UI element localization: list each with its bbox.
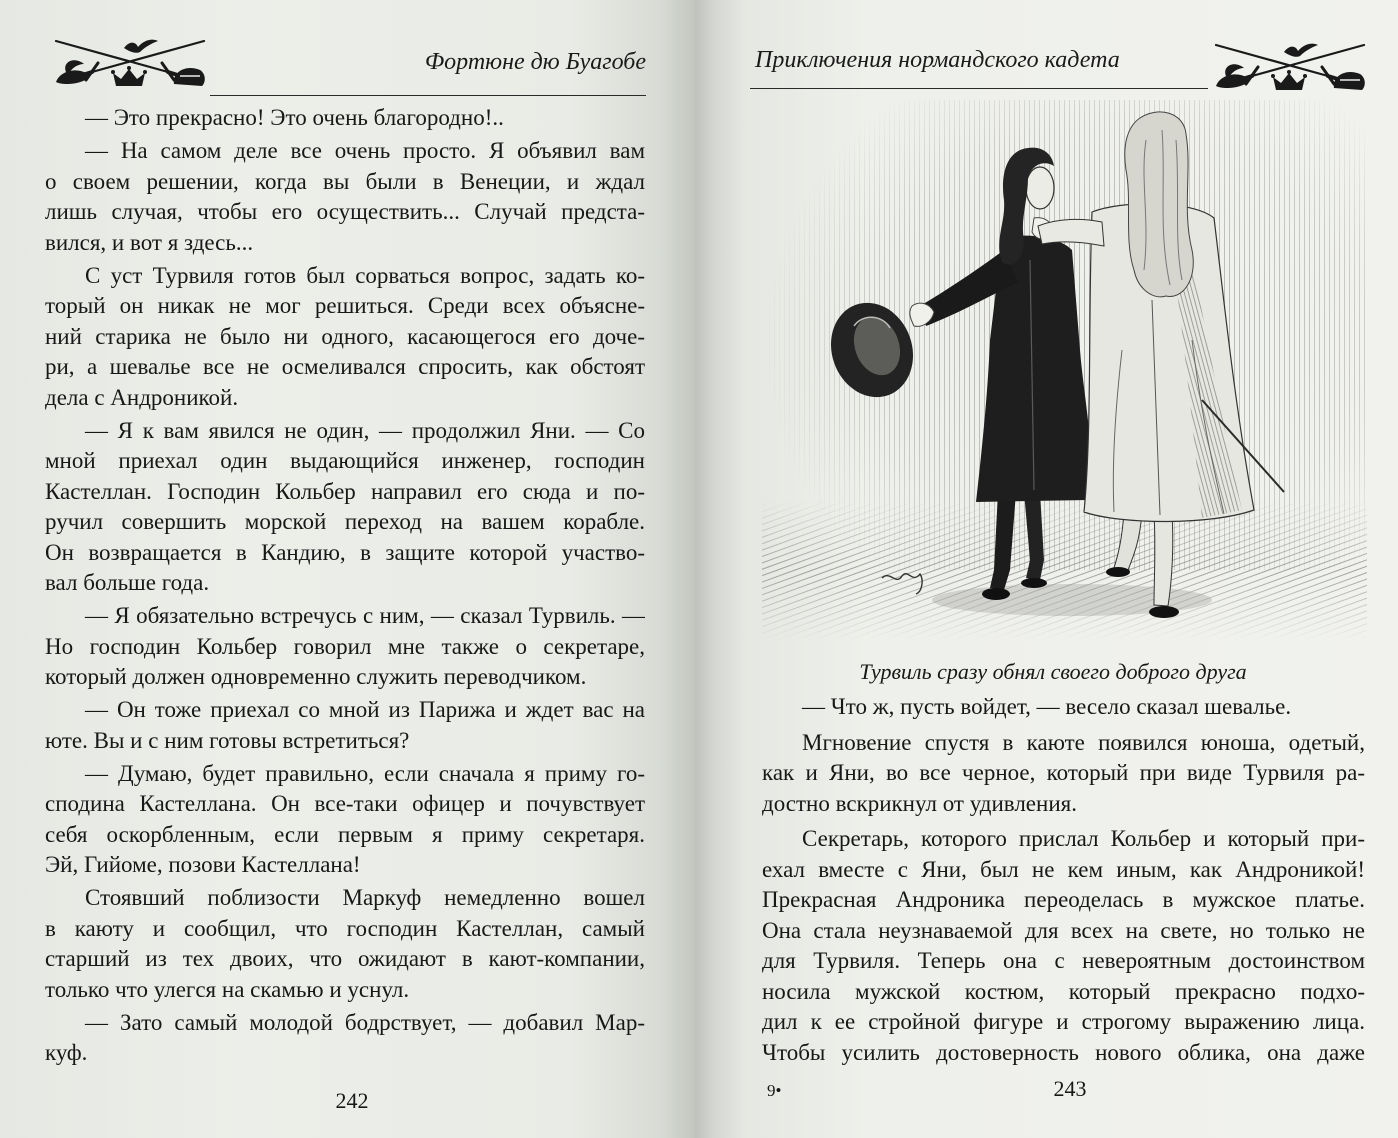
text-line: мной приехал один выдающийся инженер, господин (45, 448, 645, 473)
header-rule (210, 95, 646, 96)
text-line: о своем решении, когда вы были в Венеции, и ждал (45, 168, 645, 194)
text-line: Кастеллан. Господин Кольбер направил его сюда и по- (45, 478, 645, 504)
text-line: вился, и вот я здесь... (45, 229, 254, 255)
text-line: только что улегся на скамью и уснул. (45, 976, 410, 1002)
text-line: лишь случая, чтобы его осуществить... Случай предста- (45, 199, 645, 224)
paragraph (762, 728, 1365, 820)
page-number: 243 (1053, 1076, 1087, 1101)
text-line: как и Яни, во все черное, который при виде Турвиля ра- (762, 760, 1365, 785)
text-line: для Турвиля. Теперь она с невероятным достоинством (762, 948, 1365, 973)
paragraph (45, 261, 645, 414)
crossed-swords-icon-graphic (50, 32, 210, 90)
text-line: — На самом деле все очень просто. Я объявил вам (85, 138, 645, 163)
text-line: ехал вместе с Яни, был не кем иным, как Андроникой! (762, 856, 1365, 882)
body-text (45, 103, 645, 1069)
text-line: Мгновение спустя в каюте появился юноша, одетый, (802, 729, 1365, 755)
running-head-author: Фортюне дю Буагобе (424, 49, 646, 75)
text-line: в каюту и сообщил, что господин Кастеллан, самый (45, 915, 645, 941)
left-page (0, 0, 695, 1138)
text-line: Но господин Кольбер говорил мне также о секретаре, (45, 633, 645, 659)
text-line: сподина Кастеллана. Он все-таки офицер и почувствует (45, 791, 645, 816)
right-page (695, 0, 1398, 1138)
paragraph (45, 136, 645, 258)
paragraph (762, 692, 1365, 723)
paragraph (45, 759, 645, 881)
text-line: ручил совершить морской переход на вашем корабле. (45, 509, 645, 534)
text-line: дил к ее стройной фигуре и строгому выражению лица. (762, 1009, 1365, 1034)
paragraph (45, 1008, 645, 1069)
text-line: Она стала неузнаваемой для всех на свете, но только не (762, 917, 1365, 943)
text-line: достно вскрикнул от удивления. (762, 790, 1077, 816)
body-text (762, 692, 1365, 1068)
text-line: себя оскорбленным, если первым я приму секретаря. (45, 821, 645, 847)
text-line: носила мужской костюм, который прекрасно подхо- (762, 978, 1365, 1004)
text-line: Он возвращается в Кандию, в защите которой участво- (45, 539, 645, 565)
text-line: ри, а шевалье все не осмеливался спросить, как обстоят (45, 354, 645, 379)
text-line: дела с Андроникой. (45, 384, 239, 410)
text-line: — Зато самый молодой бодрствует, — добавил Мар- (85, 1009, 645, 1035)
text-line: старший из тех двоих, что ожидают в кают-компании, (45, 946, 645, 971)
illustration (762, 100, 1367, 640)
illustration-caption: Турвиль сразу обнял своего доброго друга (859, 659, 1247, 684)
paragraph (45, 695, 645, 756)
text-line: Секретарь, которого прислал Кольбер и который при- (802, 826, 1365, 851)
text-line: Прекрасная Андроника переоделась в мужское платье. (762, 887, 1365, 912)
crossed-swords-icon (50, 32, 210, 90)
printer-signature-mark: 9• (767, 1081, 782, 1100)
text-line: — Это прекрасно! Это очень благородно!.. (85, 105, 504, 130)
text-line: Эй, Гийоме, позови Кастеллана! (45, 852, 361, 877)
page-number: 242 (335, 1088, 369, 1113)
paragraph (762, 824, 1365, 1068)
text-line: юте. Вы и с ним готовы встретиться? (45, 727, 410, 753)
text-line: — Он тоже приехал со мной из Парижа и ждет вас на (85, 697, 645, 722)
text-line: — Думаю, будет правильно, если сначала я приму го- (85, 760, 645, 786)
running-head-title: Приключения нормандского кадета (755, 47, 1120, 73)
paragraph (45, 416, 645, 599)
engraving (762, 100, 1367, 640)
text-line: — Что ж, пусть войдет, — весело сказал шевалье. (802, 694, 1292, 719)
crossed-swords-icon (1210, 36, 1370, 94)
text-line: торый он никак не мог решиться. Среди всех объясне- (45, 293, 645, 318)
text-line: С уст Турвиля готов был сорваться вопрос, задать ко- (85, 262, 645, 288)
text-line: куф. (45, 1040, 88, 1065)
crossed-swords-icon-graphic (1210, 36, 1370, 94)
text-line: Стоявший поблизости Маркуф немедленно вошел (85, 885, 645, 910)
text-line: ний старика не было ни одного, касающегося его доче- (45, 323, 645, 349)
paragraph (45, 103, 645, 134)
text-line: который должен одновременно служить переводчиком. (45, 664, 587, 689)
text-line: вал больше года. (45, 570, 210, 595)
text-line: — Я обязательно встречусь с ним, — сказал Турвиль. — (85, 603, 645, 628)
text-line: — Я к вам явился не один, — продолжил Яни. — Со (85, 417, 645, 443)
header-rule (750, 88, 1208, 89)
text-line: Чтобы усилить достоверность нового облика, она даже (762, 1039, 1365, 1065)
paragraph (45, 883, 645, 1005)
paragraph (45, 601, 645, 693)
